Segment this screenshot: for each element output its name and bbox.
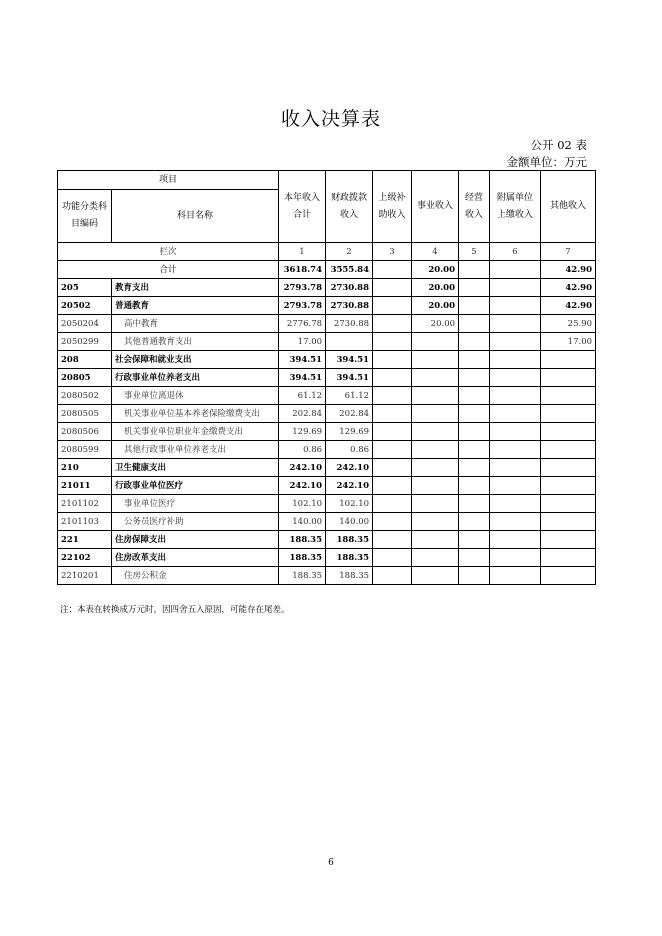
row-value [459,315,490,333]
row-value [490,387,541,405]
row-name: 行政事业单位养老支出 [112,369,279,387]
row-value [490,549,541,567]
row-name: 高中教育 [112,315,279,333]
row-value [412,405,459,423]
row-value: 17.00 [541,333,596,351]
column-index: 1 [279,243,326,261]
table-header [58,171,596,279]
row-name: 住房公积金 [112,567,279,585]
row-value [541,441,596,459]
row-value: 242.10 [279,459,326,477]
row-value: 188.35 [326,567,373,585]
row-value [490,333,541,351]
row-value [459,531,490,549]
row-code: 2080506 [58,423,112,441]
row-value: 102.10 [326,495,373,513]
row-value: 17.00 [279,333,326,351]
row-value [373,459,412,477]
row-name: 机关事业单位职业年金缴费支出 [112,423,279,441]
row-name: 教育支出 [112,279,279,297]
row-value [459,477,490,495]
row-name: 其他普通教育支出 [112,333,279,351]
row-value [490,531,541,549]
row-value: 2776.78 [279,315,326,333]
row-value [541,549,596,567]
row-value [541,423,596,441]
row-code: 2050204 [58,315,112,333]
row-value: 188.35 [326,531,373,549]
row-code: 2080502 [58,387,112,405]
row-value [541,405,596,423]
row-value [490,459,541,477]
table-row [58,369,596,387]
total-cell: 20.00 [412,261,459,279]
header-col3: 上级补助收入 [373,171,412,243]
row-value [373,333,412,351]
header-name: 科目名称 [112,190,279,243]
total-cell [459,261,490,279]
row-value [459,351,490,369]
row-value [412,387,459,405]
row-value [490,567,541,585]
row-value [373,405,412,423]
row-value: 188.35 [279,549,326,567]
row-value [490,351,541,369]
row-value [373,477,412,495]
row-value [541,351,596,369]
header-col1: 本年收入合计 [279,171,326,243]
row-code: 20805 [58,369,112,387]
row-value [490,477,541,495]
header-item: 项目 [58,171,279,190]
table-row [58,549,596,567]
row-value [459,387,490,405]
row-value: 0.86 [279,441,326,459]
row-value [412,459,459,477]
row-name: 其他行政事业单位养老支出 [112,441,279,459]
row-value: 188.35 [326,549,373,567]
total-cell: 3618.74 [279,261,326,279]
row-value [373,567,412,585]
column-index: 2 [326,243,373,261]
row-value [459,567,490,585]
row-value [541,567,596,585]
row-value [373,351,412,369]
row-value [412,495,459,513]
row-value [459,297,490,315]
row-value [490,423,541,441]
row-value [412,513,459,531]
header-code: 功能分类科目编码 [58,190,112,243]
table-row [58,423,596,441]
row-name: 公务员医疗补助 [112,513,279,531]
row-value [541,531,596,549]
row-value [412,441,459,459]
row-value: 394.51 [279,369,326,387]
row-value [459,513,490,531]
table-row [58,315,596,333]
row-value [373,387,412,405]
row-value: 25.90 [541,315,596,333]
total-cell [490,261,541,279]
row-code: 20502 [58,297,112,315]
column-index: 3 [373,243,412,261]
row-value: 188.35 [279,531,326,549]
row-code: 2210201 [58,567,112,585]
row-value [326,333,373,351]
row-value: 42.90 [541,297,596,315]
row-value [490,495,541,513]
row-value: 2730.88 [326,297,373,315]
row-value: 202.84 [279,405,326,423]
total-label: 合计 [58,261,279,279]
row-value: 140.00 [326,513,373,531]
row-code: 2101102 [58,495,112,513]
row-value [459,279,490,297]
row-value [373,513,412,531]
row-value [412,549,459,567]
row-value: 2730.88 [326,279,373,297]
row-code: 221 [58,531,112,549]
row-name: 卫生健康支出 [112,459,279,477]
table-row [58,333,596,351]
table-row [58,495,596,513]
row-value [412,531,459,549]
row-value [373,369,412,387]
row-value [459,495,490,513]
row-value: 394.51 [326,369,373,387]
row-value [373,315,412,333]
row-value [412,423,459,441]
row-value: 394.51 [326,351,373,369]
row-value: 20.00 [412,315,459,333]
row-value [541,369,596,387]
row-name: 社会保障和就业支出 [112,351,279,369]
row-code: 208 [58,351,112,369]
row-value [459,549,490,567]
row-value: 0.86 [326,441,373,459]
row-value: 242.10 [279,477,326,495]
row-value [541,459,596,477]
row-value [373,279,412,297]
row-value [490,279,541,297]
row-value [373,423,412,441]
column-index: 5 [459,243,490,261]
row-value [490,441,541,459]
row-code: 210 [58,459,112,477]
table-row [58,567,596,585]
total-cell: 3555.84 [326,261,373,279]
row-code: 2080505 [58,405,112,423]
row-value: 2730.88 [326,315,373,333]
row-name: 住房改革支出 [112,549,279,567]
column-index: 6 [490,243,541,261]
row-value [412,567,459,585]
header-col2: 财政拨款收入 [326,171,373,243]
amount-unit: 金额单位：万元 [506,155,587,169]
row-code: 2101103 [58,513,112,531]
row-value [412,369,459,387]
row-value [459,405,490,423]
table-row [58,441,596,459]
row-value [459,333,490,351]
row-value: 2793.78 [279,297,326,315]
row-value [541,477,596,495]
row-value: 61.12 [326,387,373,405]
row-name: 事业单位医疗 [112,495,279,513]
row-value: 42.90 [541,279,596,297]
table-row [58,477,596,495]
total-cell: 42.90 [541,261,596,279]
row-value [412,351,459,369]
row-value [373,297,412,315]
row-value [373,441,412,459]
row-value: 20.00 [412,279,459,297]
header-col6: 附属单位上缴收入 [490,171,541,243]
row-value [541,513,596,531]
total-row [58,261,596,279]
row-name: 普通教育 [112,297,279,315]
footnote: 注：本表在转换成万元时，因四舍五入原因，可能存在尾差。 [60,605,290,615]
revenue-table [57,170,596,585]
row-value: 242.10 [326,459,373,477]
row-value [373,549,412,567]
total-cell [373,261,412,279]
row-name: 住房保障支出 [112,531,279,549]
page-title: 收入决算表 [280,108,381,130]
row-value: 20.00 [412,297,459,315]
row-value [459,369,490,387]
header-col7: 其他收入 [541,171,596,243]
row-value: 202.84 [326,405,373,423]
form-number: 公开 02 表 [530,138,587,152]
row-value [459,441,490,459]
row-value: 188.35 [279,567,326,585]
row-value: 242.10 [326,477,373,495]
table-row [58,531,596,549]
column-index: 7 [541,243,596,261]
table-row [58,459,596,477]
row-code: 205 [58,279,112,297]
row-value [490,297,541,315]
row-value [412,477,459,495]
header-col5: 经营收入 [459,171,490,243]
row-name: 机关事业单位基本养老保险缴费支出 [112,405,279,423]
row-value: 394.51 [279,351,326,369]
table-row [58,387,596,405]
row-value [490,513,541,531]
row-value: 102.10 [279,495,326,513]
table-row [58,297,596,315]
row-code: 2050299 [58,333,112,351]
row-value [541,495,596,513]
page-number: 6 [328,858,334,868]
table-row [58,279,596,297]
row-value [490,405,541,423]
row-value: 2793.78 [279,279,326,297]
row-code: 2080599 [58,441,112,459]
row-value: 129.69 [279,423,326,441]
column-index: 4 [412,243,459,261]
row-value: 129.69 [326,423,373,441]
row-value [459,423,490,441]
row-name: 行政事业单位医疗 [112,477,279,495]
row-value [459,459,490,477]
row-value [490,369,541,387]
table-row [58,405,596,423]
row-value: 140.00 [279,513,326,531]
row-code: 22102 [58,549,112,567]
row-value [373,495,412,513]
row-value [412,333,459,351]
row-value [490,315,541,333]
table-body [58,279,596,585]
row-code: 21011 [58,477,112,495]
header-col4: 事业收入 [412,171,459,243]
table-row [58,351,596,369]
row-name: 事业单位离退休 [112,387,279,405]
table-row [58,513,596,531]
row-value: 61.12 [279,387,326,405]
row-value [373,531,412,549]
column-index-label: 栏次 [58,243,279,261]
row-value [541,387,596,405]
